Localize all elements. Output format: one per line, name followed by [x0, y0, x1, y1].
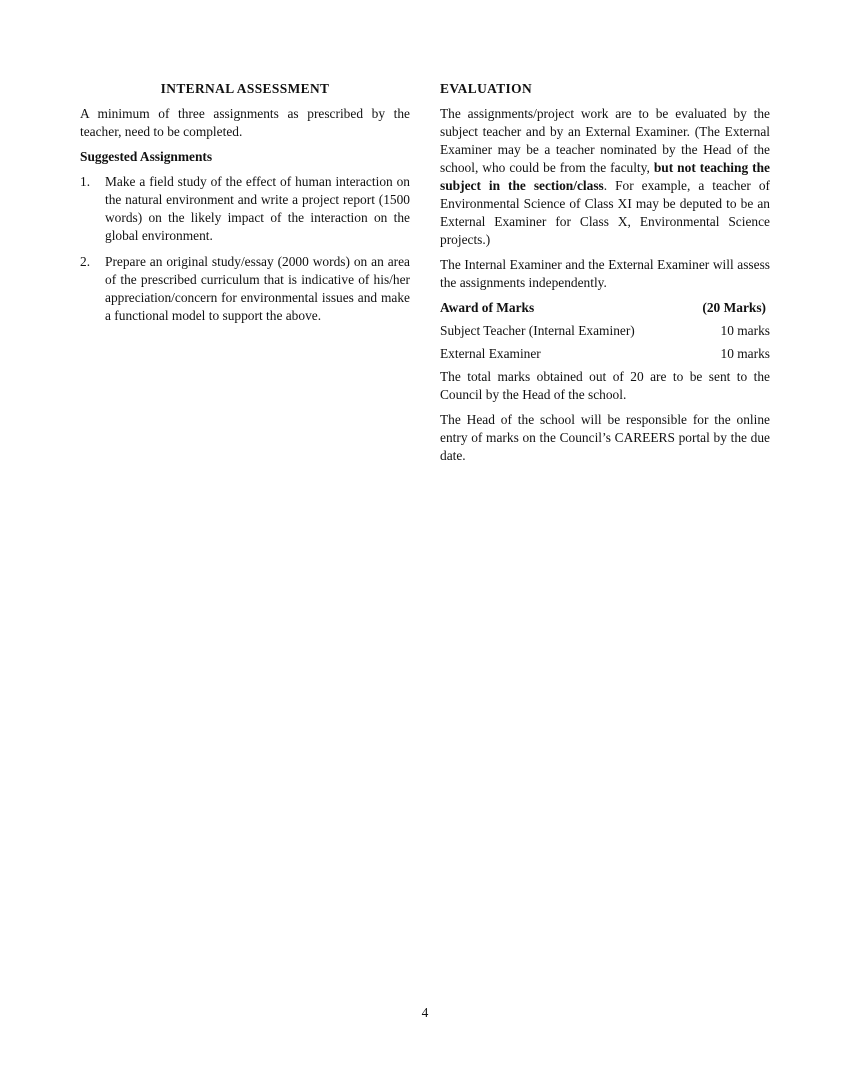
independent-assessment-paragraph: The Internal Examiner and the External Examiner will assess the assignments independently.: [440, 257, 770, 290]
intro-paragraph: A minimum of three assignments as prescribed by the teacher, need to be completed.: [80, 106, 410, 139]
list-item-text: Prepare an original study/essay (2000 words) on an area of the prescribed curriculum that is indicative of his/her appreciation/concern for environmental issues and make a functional model to support the above.: [105, 254, 410, 323]
total-marks-paragraph: The total marks obtained out of 20 are to be sent to the Council by the Head of the school.: [440, 369, 770, 402]
suggested-assignments-heading: Suggested Assignments: [80, 149, 213, 164]
evaluation-text-end: . For example, a teacher of Environmental Science of Class XI may be deputed to be an External Examiner for Class X, Environmental Science projects.): [440, 178, 770, 247]
internal-assessment-heading: INTERNAL ASSESSMENT: [160, 81, 330, 96]
marks-row: [440, 322, 770, 340]
assignment-list: [80, 173, 410, 325]
marks-row-value: 10 marks: [720, 346, 770, 361]
list-item-text: Make a field study of the effect of human interaction on the natural environment and write a project report (1500 words) on the likely impact of the interaction on the global environment.: [105, 174, 410, 243]
evaluation-text-start: The assignments/project work are to be evaluated by the subject teacher and by an External Examiner. (The External Examiner may be a teacher nominated by the Head of the school, who could be from the faculty,: [440, 106, 770, 175]
marks-row: [440, 345, 770, 363]
list-item: [80, 253, 410, 325]
right-column: [440, 79, 770, 472]
award-of-marks-header: [440, 299, 770, 317]
marks-row-label: Subject Teacher (Internal Examiner): [440, 323, 635, 338]
evaluation-text-bold: but not teaching the subject in the section/class: [440, 160, 770, 193]
list-item-number: 2.: [80, 254, 91, 269]
marks-row-label: External Examiner: [440, 346, 541, 361]
left-column: [80, 79, 410, 333]
list-item: [80, 173, 410, 245]
award-of-marks-total: (20 Marks): [702, 300, 766, 315]
evaluation-paragraph: [440, 105, 770, 249]
page-number: 4: [421, 1005, 429, 1020]
online-entry-paragraph: The Head of the school will be responsible for the online entry of marks on the Council’s CAREERS portal by the due date.: [440, 412, 770, 463]
evaluation-heading: EVALUATION: [440, 81, 533, 96]
award-of-marks-title: Award of Marks: [440, 300, 535, 315]
marks-row-value: 10 marks: [720, 323, 770, 338]
list-item-number: 1.: [80, 174, 91, 189]
